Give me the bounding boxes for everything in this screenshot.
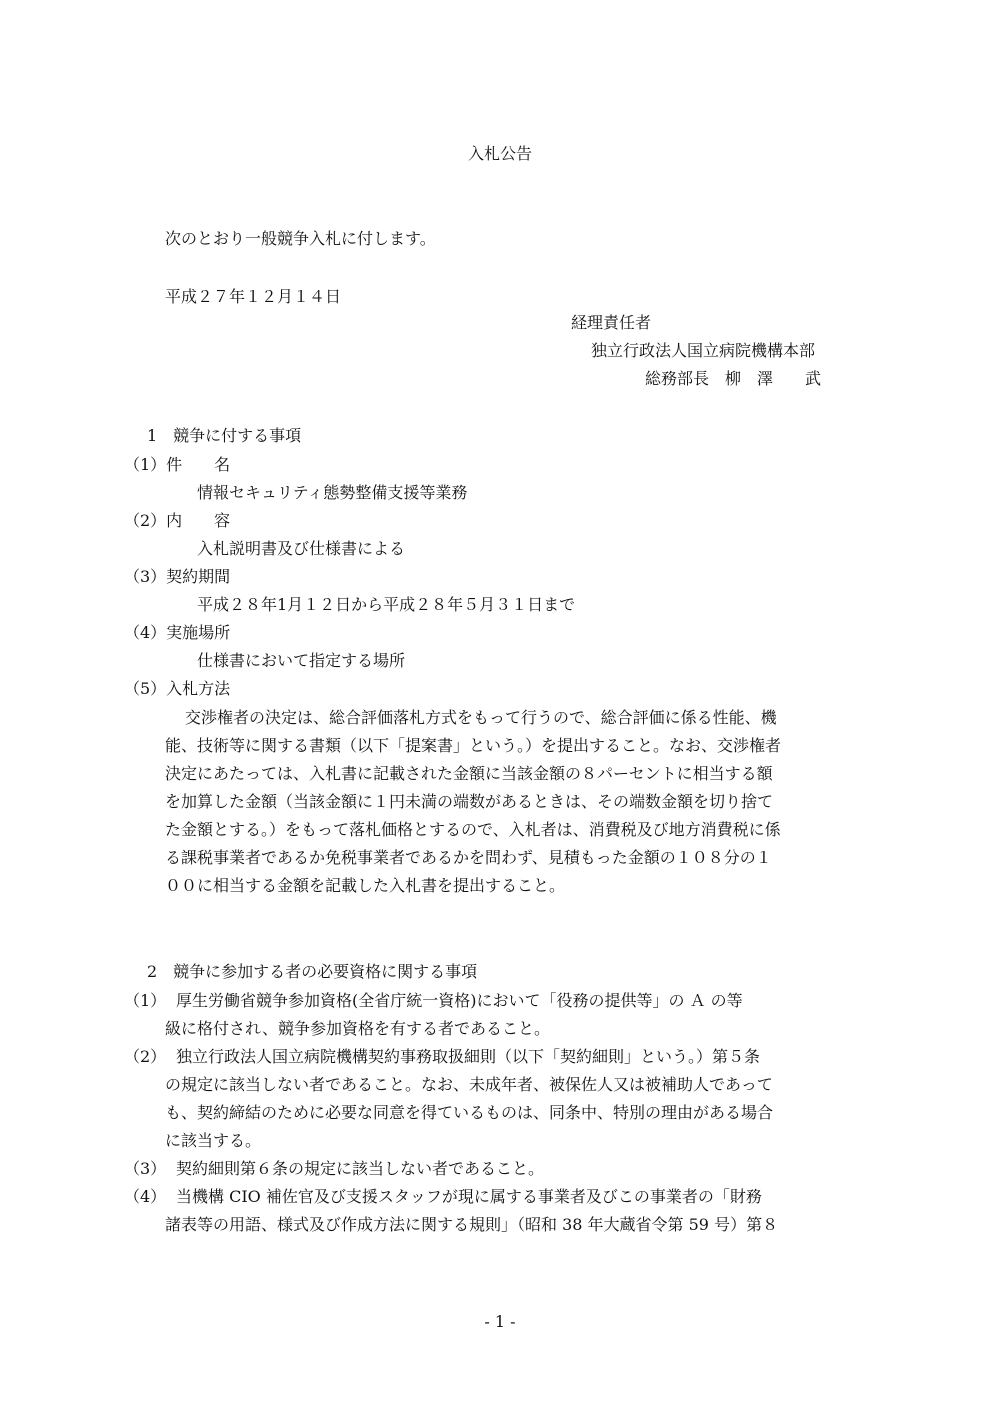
paragraph-line: に該当する。 [165,1131,262,1150]
section1-item-label: （1）件 名 [124,455,231,474]
paragraph-line: 決定にあたっては、入札書に記載された金額に当該金額の８パーセントに相当する額 [165,764,773,783]
signature-name: 総務部長 柳 澤 武 [645,369,822,388]
paragraph-line: 独立行政法人国立病院機構契約事務取扱細則（以下「契約細則」という。）第５条 [176,1047,761,1066]
paragraph-line: 諸表等の用語、様式及び作成方法に関する規則」（昭和 38 年大蔵省令第 59 号）第８ [165,1215,779,1234]
section1-item-label: （4）実施場所 [124,623,231,642]
section2-item-text [165,1043,865,1155]
paragraph-line: 級に格付され、競争参加資格を有する者であること。 [165,1019,550,1038]
section1-item-label: （3）契約期間 [124,567,231,586]
bidding-method-paragraph [165,704,865,900]
paragraph-line: 交渉権者の決定は、総合評価落札方式をもって行うので、総合評価に係る性能、機 [185,708,777,727]
paragraph-line: 当機構 CIO 補佐官及び支援スタッフが現に属する事業者及びこの事業者の「財務 [176,1187,762,1206]
paragraph-line: を加算した金額（当該金額に１円未満の端数があるときは、その端数金額を切り捨て [165,792,774,811]
paragraph-line: 契約細則第６条の規定に該当しない者であること。 [176,1159,545,1178]
paragraph-line: 能、技術等に関する書類（以下「提案書」という。）を提出すること。なお、交渉権者 [165,736,782,755]
section2-item-label: （1） [124,991,167,1010]
section2-item-text [165,1183,865,1239]
signature-organization: 独立行政法人国立病院機構本部 [591,341,816,360]
paragraph-line: 厚生労働省競争参加資格(全省庁統一資格)において「役務の提供等」の Ａ の等 [176,991,743,1010]
section1-item-label: （5）入札方法 [124,679,231,698]
intro-text: 次のとおり一般競争入札に付します。 [165,229,436,248]
section1-item-value: 入札説明書及び仕様書による [197,539,406,558]
paragraph-line: も、契約締結のために必要な同意を得ているものは、同条中、特別の理由がある場合 [165,1103,774,1122]
paragraph-line: た金額とする。）をもって落札価格とするので、入札者は、消費税及び地方消費税に係 [165,820,781,839]
section1-item-value: 平成２８年1月１２日から平成２８年５月３１日まで [197,595,576,614]
section1-item-value: 情報セキュリティ態勢整備支援等業務 [197,483,468,502]
section2-item-text [165,987,865,1043]
paragraph-line: ００に相当する金額を記載した入札書を提出すること。 [165,876,566,895]
section2-item-label: （2） [124,1047,167,1066]
section2-heading: 2 競争に参加する者の必要資格に関する事項 [147,962,478,981]
notice-date: 平成２７年１２月１４日 [165,287,342,306]
section2-item-text [165,1155,865,1183]
section1-item-value: 仕様書において指定する場所 [197,651,406,670]
signature-role: 経理責任者 [571,313,652,332]
document-title: 入札公告 [467,144,532,163]
section2-item-label: （3） [124,1159,167,1178]
paragraph-line: の規定に該当しない者であること。なお、未成年者、被保佐人又は被補助人であって [165,1075,773,1094]
page-number: - 1 - [484,1312,516,1331]
section2-item-label: （4） [124,1187,167,1206]
section1-heading: 1 競争に付する事項 [147,426,302,445]
paragraph-line: る課税事業者であるか免税事業者であるかを問わず、見積もった金額の１０８分の１ [165,848,772,867]
section1-item-label: （2）内 容 [124,511,231,530]
